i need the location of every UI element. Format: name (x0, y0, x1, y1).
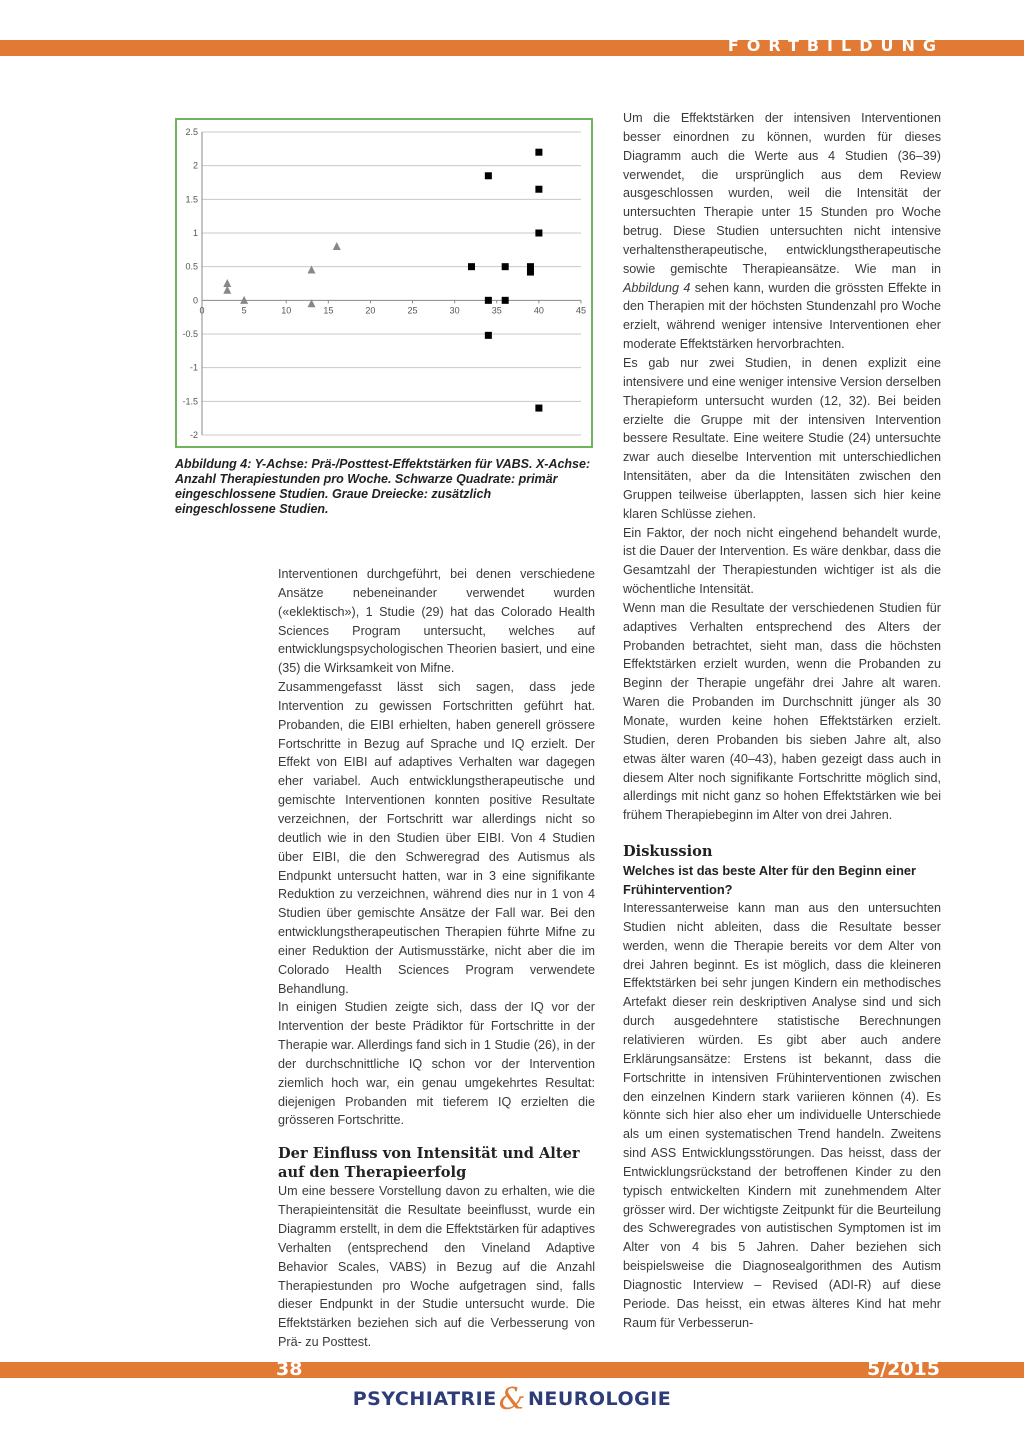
middle-column (278, 565, 595, 1352)
paragraph: Um die Effektstärken der intensiven Interventionen besser einordnen zu können, wurden für dieses Diagramm auch die Werte aus 4 Studien (36–39) verwendet, die ursprünglich aus dem Review ausgeschlossen wurden, weil die Intensität der untersuchten Therapie unter 15 Stunden pro Woche betrug. Diese Studien untersuchten nicht intensive verhaltenstherapeutische, entwicklungstherapeutische sowie gemischte Therapieansätze. Wie man in Abbildung 4 sehen kann, wurden die grössten Effekte in den Therapien mit der höchsten Stundenzahl pro Woche erzielt, während weniger intensive Interventionen eher moderate Effektstärken hervorbrachten. (623, 111, 941, 352)
y-tick-label: -2 (189, 430, 198, 440)
data-point-square (535, 405, 542, 412)
paragraph: Es gab nur zwei Studien, in denen explizit eine intensivere und eine weniger intensive Version derselben Therapieform untersucht wurden (12, 32). Bei beiden erzielte die Gruppe mit der intensiven Intervention bessere Resultate. Eine weitere Studie (24) untersuchte zwar auch dieselbe Intervention mit unterschiedlichen Intensitäten, aber da die Intensitäten zwischen den Gruppen teilweise überlappten, lassen sich hier keine klaren Schlüsse ziehen. (623, 355, 941, 521)
data-point-triangle (240, 296, 248, 304)
data-point-square (535, 149, 542, 156)
x-tick-label: 45 (575, 305, 587, 316)
journal-logo: PSYCHIATRIE& NEUROLOGIE (352, 1382, 672, 1417)
data-point-square (535, 186, 542, 193)
y-tick-label: -0.5 (182, 329, 198, 339)
x-tick-label: 35 (491, 305, 502, 316)
right-column (623, 109, 941, 1332)
subsection-heading: Welches ist das beste Alter für den Beginn einer Frühintervention? (623, 863, 916, 898)
x-tick-label: 40 (533, 305, 544, 316)
data-point-square (485, 297, 492, 304)
paragraph: Interventionen durchgeführt, bei denen verschiedene Ansätze nebeneinander verwendet wurden («eklektisch»), 1 Studie (29) hat das Colorado Health Sciences Program untersucht, welches auf entwicklungspsychologischen Theorien basiert, und eine (35) die Wirksamkeit von Mifne. (278, 567, 595, 676)
figure-caption: Abbildung 4: Y-Achse: Prä-/Posttest-Effektstärken für VABS. X-Achse: Anzahl Therapiestunden pro Woche. Schwarze Quadrate: primär eingeschlossene Studien. Graue Dreiecke: zusätzlich eingeschlossene Studien. (175, 457, 591, 516)
paragraph: Ein Faktor, der noch nicht eingehend behandelt wurde, ist die Dauer der Intervention. Es wäre denkbar, dass die Gesamtzahl der Therapiestunden wichtiger ist als die wöchentliche Intensität. (623, 525, 941, 597)
x-tick-label: 15 (323, 305, 334, 316)
data-point-square (535, 230, 542, 237)
paragraph: Interessanterweise kann man aus den untersuchten Studien nicht ableiten, dass die Resultate besser werden, wenn die Therapie bereits vor dem Alter von drei Jahren beginnt. Es ist möglich, dass die kleineren Effektstärken bei sehr jungen Kindern ein methodisches Artefakt dieser rein deskriptiven Analyse sind und sich durch ausgedehntere statistische Berechnungen relativieren würden. Es gibt aber auch andere Erklärungsansätze: Erstens ist bekannt, dass die Fortschritte in intensiven Frühinterventionen zwischen den einzelnen Kindern stark variieren können (4). Es könnte sich hier also eher um individuelle Unterschiede als um einen systematischen Trend handeln. Zweitens sind ASS Entwicklungsstörungen. Das heisst, dass der Entwicklungsrückstand der betroffenen Kinder zu den typisch entwickelten Kindern mit zunehmendem Alter grösser wird. Der wichtigste Zeitpunkt für die Beurteilung des Schweregrades von autistischen Symptomen ist im Alter von 4 bis 5 Jahren. Daher beziehen sich beispielsweise die Diagnosealgorithmen des Autism Diagnostic Interview – Revised (ADI-R) auf diese Periode. Das heisst, ein etwas älteres Kind hat mehr Raum für Verbesserun- (623, 901, 941, 1330)
x-tick-label: 20 (365, 305, 376, 316)
data-point-square (485, 172, 492, 179)
paragraph: In einigen Studien zeigte sich, dass der IQ vor der Intervention der beste Prädiktor für Fortschritte in der Therapie war. Allerdings fand sich in 1 Studie (26), in der der durchschnittliche IQ schon vor der Intervention ziemlich hoch war, ein genau umgekehrtes Resultat: diejenigen Probanden mit tieferem IQ erzielten die grösseren Fortschritte. (278, 1000, 595, 1128)
issue-number: 5/2015 (866, 1358, 940, 1380)
y-tick-label: 0 (192, 295, 198, 306)
section-heading: Der Einfluss von Intensität und Alter auf den Therapieerfolg (278, 1145, 580, 1182)
y-tick-label: 2.5 (185, 127, 198, 137)
x-tick-label: 30 (449, 305, 460, 316)
data-point-triangle (333, 242, 341, 250)
data-point-square (502, 263, 509, 270)
x-tick-label: 0 (199, 305, 205, 316)
data-point-square (502, 297, 509, 304)
paragraph: Um eine bessere Vorstellung davon zu erhalten, wie die Therapieintensität die Resultate beeinflusst, wurde ein Diagramm erstellt, in dem die Effektstärken für adaptives Verhalten (entsprechend den Vineland Adaptive Behavior Scales, VABS) in Bezug auf die Anzahl Therapiestunden pro Woche aufgetragen sind, falls dieser Endpunkt in der Studie untersucht wurde. Die Effektstärken beziehen sich auf die Verbesserung von Prä- zu Posttest. (278, 1184, 595, 1350)
page-number: 38 (276, 1358, 303, 1380)
scatter-plot (177, 120, 591, 446)
section-heading: Diskussion (623, 843, 713, 861)
x-tick-label: 10 (281, 305, 292, 316)
figure-reference: Abbildung 4 (623, 280, 691, 295)
x-tick-label: 5 (241, 305, 247, 316)
figure-chart (175, 118, 593, 448)
y-tick-label: 2 (192, 160, 198, 171)
ampersand-glyph: & (498, 1382, 526, 1417)
y-tick-label: 1.5 (185, 194, 198, 205)
y-tick-label: 1 (192, 228, 198, 238)
paragraph: Wenn man die Resultate der verschiedenen Studien für adaptives Verhalten entsprechend des Alters der Probanden betrachtet, sieht man, dass die höchsten Effektstärken erzielt wurden, wenn die Probanden zu Beginn der Therapie ungefähr drei Jahre alt waren. Waren die Probanden im Durchschnitt jünger als 30 Monate, wurden keine hohen Effektstärken erzielt. Studien, deren Probanden bis sieben Jahre alt, also etwas älter waren (40–43), haben gezeigt dass auch in diesem Alter noch signifikante Fortschritte möglich sind, allerdings mit nicht ganz so hohen Effektstärken wie bei frühem Therapiebeginn im Alter von drei Jahren. (623, 600, 941, 823)
x-tick-label: 25 (407, 305, 418, 316)
data-point-square (485, 332, 492, 339)
y-tick-label: -1.5 (182, 396, 198, 407)
y-tick-label: -1 (189, 362, 198, 373)
y-tick-label: 0.5 (185, 261, 198, 272)
section-label: FORTBILDUNG (727, 36, 944, 55)
data-point-square (527, 269, 534, 276)
data-point-square (468, 263, 475, 270)
paragraph: Zusammengefasst lässt sich sagen, dass jede Intervention zu gewissen Fortschritten geführt hat. Probanden, die EIBI erhielten, haben generell grössere Fortschritte in Bezug auf Sprache und IQ erzielt. Der Effekt von EIBI auf adaptives Verhalten war dagegen eher variabel. Auch entwicklungstherapeutische und gemischte Interventionen konnten positive Resultate verzeichnen, der Fortschritt war allerdings nicht so deutlich wie in den Studien über EIBI. Von 4 Studien über EIBI, die den Schweregrad des Autismus als Endpunkt untersucht hatten, war in 3 eine signifikante Reduktion zu verzeichnen, während dies nur in 1 von 4 Studien über gemischte Ansätze der Fall war. Bei den entwicklungstherapeutischen Therapien führte Mifne zu einer Reduktion der Autismusstärke, nicht aber die im Colorado Health Sciences Program verwendete Behandlung. (278, 680, 595, 996)
